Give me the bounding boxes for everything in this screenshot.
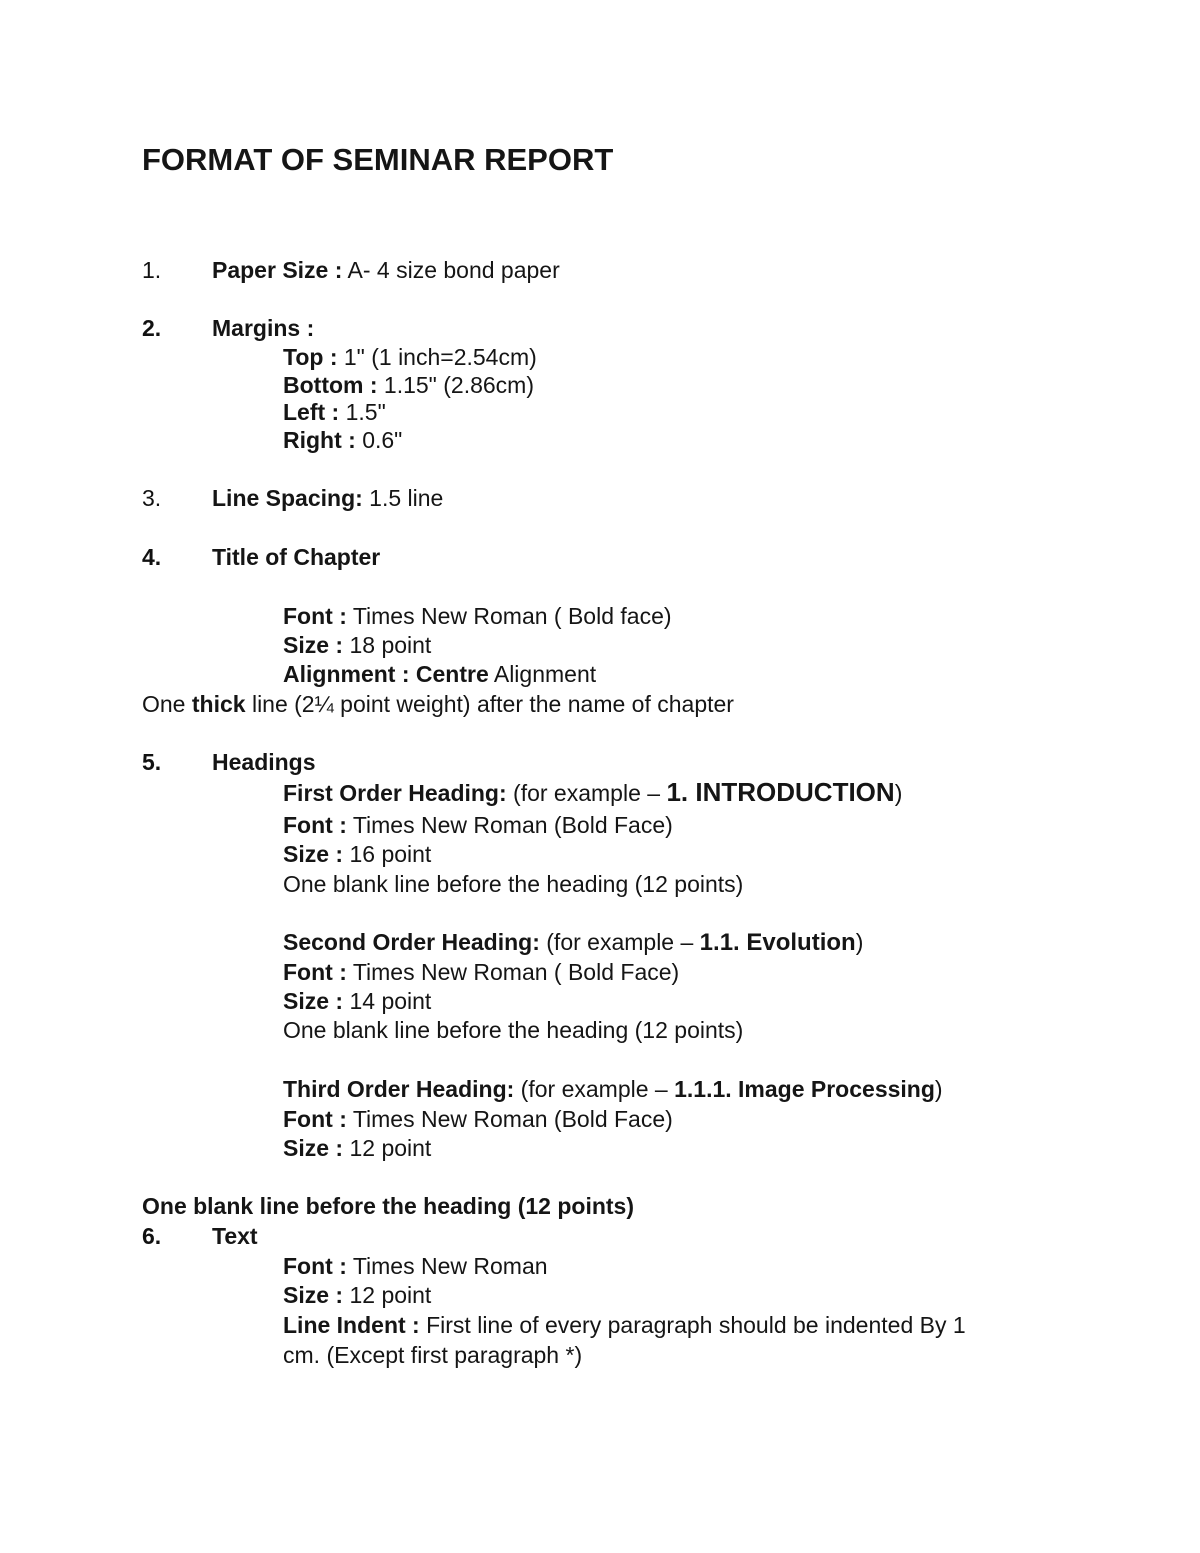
page-title: FORMAT OF SEMINAR REPORT: [142, 142, 614, 177]
chapter-alignment-value: Alignment: [488, 661, 597, 687]
blank-line-note: One blank line before the heading (12 points): [142, 1193, 635, 1219]
third-font-label: Font :: [283, 1106, 347, 1132]
margin-left-line: [283, 398, 386, 426]
line-spacing-line: [212, 484, 443, 512]
first-order-heading-line: [283, 778, 902, 807]
margin-bottom-line: [283, 371, 534, 399]
second-font-label: Font :: [283, 959, 347, 985]
text-font-value: Times New Roman: [346, 1253, 548, 1279]
note-text: One: [142, 691, 192, 717]
text-indent-continuation: cm. (Except first paragraph *): [283, 1342, 583, 1368]
example-suffix: ): [894, 780, 903, 806]
example-prefix: (for example –: [514, 1076, 675, 1102]
text-label: Text: [212, 1223, 258, 1249]
text-font-line: [283, 1252, 548, 1280]
margins-label: Margins :: [212, 315, 315, 341]
second-order-example: 1.1. Evolution: [699, 929, 856, 956]
first-font-value: Times New Roman (Bold Face): [346, 812, 673, 838]
chapter-font-line: [283, 602, 672, 630]
second-size-value: 14 point: [343, 988, 432, 1014]
note-text: line (2¼ point weight) after the name of chapter: [245, 691, 734, 717]
second-font-value: Times New Roman ( Bold Face): [346, 959, 680, 985]
third-order-example: 1.1.1. Image Processing: [674, 1076, 935, 1102]
headings-label: Headings: [212, 749, 316, 775]
text-indent-line: [283, 1311, 966, 1339]
item-number: 4.: [142, 544, 162, 570]
margin-bottom-label: Bottom :: [283, 372, 378, 398]
margin-right-value: 0.6": [355, 427, 403, 453]
margin-left-label: Left :: [283, 399, 340, 425]
chapter-font-value: Times New Roman ( Bold face): [346, 603, 672, 629]
third-size-value: 12 point: [343, 1135, 432, 1161]
first-order-label: First Order Heading:: [283, 780, 507, 806]
margin-top-value: 1" (1 inch=2.54cm): [337, 344, 537, 370]
second-size-line: [283, 987, 431, 1015]
item-number: 1.: [142, 257, 162, 283]
margin-right-label: Right :: [283, 427, 356, 453]
third-order-label: Third Order Heading:: [283, 1076, 515, 1102]
margin-bottom-value: 1.15" (2.86cm): [377, 372, 534, 398]
paper-size-line: [212, 256, 560, 284]
item-number: 3.: [142, 485, 162, 511]
chapter-font-label: Font :: [283, 603, 347, 629]
example-suffix: ): [934, 1076, 943, 1102]
text-size-label: Size :: [283, 1282, 344, 1308]
text-indent-value: First line of every paragraph should be indented By 1: [419, 1312, 966, 1338]
second-font-line: [283, 958, 679, 986]
first-size-value: 16 point: [343, 841, 432, 867]
item-number: 5.: [142, 749, 162, 775]
first-order-example: 1. INTRODUCTION: [666, 777, 895, 807]
line-spacing-label: Line Spacing:: [212, 485, 363, 511]
text-font-label: Font :: [283, 1253, 347, 1279]
chapter-alignment-label: Alignment : Centre: [283, 661, 489, 687]
third-order-heading-line: [283, 1075, 943, 1103]
chapter-size-value: 18 point: [343, 632, 432, 658]
item-number: 6.: [142, 1223, 162, 1249]
paper-size-value: A- 4 size bond paper: [342, 257, 560, 283]
line-spacing-value: 1.5 line: [362, 485, 444, 511]
chapter-alignment-line: [283, 660, 596, 688]
example-prefix: (for example –: [506, 780, 667, 806]
chapter-size-line: [283, 631, 431, 659]
first-size-label: Size :: [283, 841, 344, 867]
third-font-value: Times New Roman (Bold Face): [346, 1106, 673, 1132]
first-font-line: [283, 811, 673, 839]
margin-top-line: [283, 343, 537, 371]
margin-left-value: 1.5": [339, 399, 386, 425]
second-order-heading-line: [283, 928, 863, 957]
margin-top-label: Top :: [283, 344, 338, 370]
margin-right-line: [283, 426, 402, 454]
chapter-size-label: Size :: [283, 632, 344, 658]
chapter-thick-line-note: [142, 690, 734, 718]
text-size-line: [283, 1281, 431, 1309]
example-prefix: (for example –: [539, 929, 700, 955]
third-size-label: Size :: [283, 1135, 344, 1161]
text-size-value: 12 point: [343, 1282, 432, 1308]
first-blank-note: One blank line before the heading (12 points): [283, 871, 744, 897]
second-blank-note: One blank line before the heading (12 points): [283, 1017, 744, 1043]
example-suffix: ): [855, 929, 864, 955]
text-indent-label: Line Indent :: [283, 1312, 420, 1338]
first-font-label: Font :: [283, 812, 347, 838]
third-font-line: [283, 1105, 673, 1133]
note-bold: thick: [191, 691, 246, 717]
second-order-label: Second Order Heading:: [283, 929, 540, 955]
second-size-label: Size :: [283, 988, 344, 1014]
third-size-line: [283, 1134, 431, 1162]
first-size-line: [283, 840, 431, 868]
title-of-chapter-label: Title of Chapter: [212, 544, 381, 570]
item-number: 2.: [142, 315, 162, 341]
paper-size-label: Paper Size :: [212, 257, 343, 283]
